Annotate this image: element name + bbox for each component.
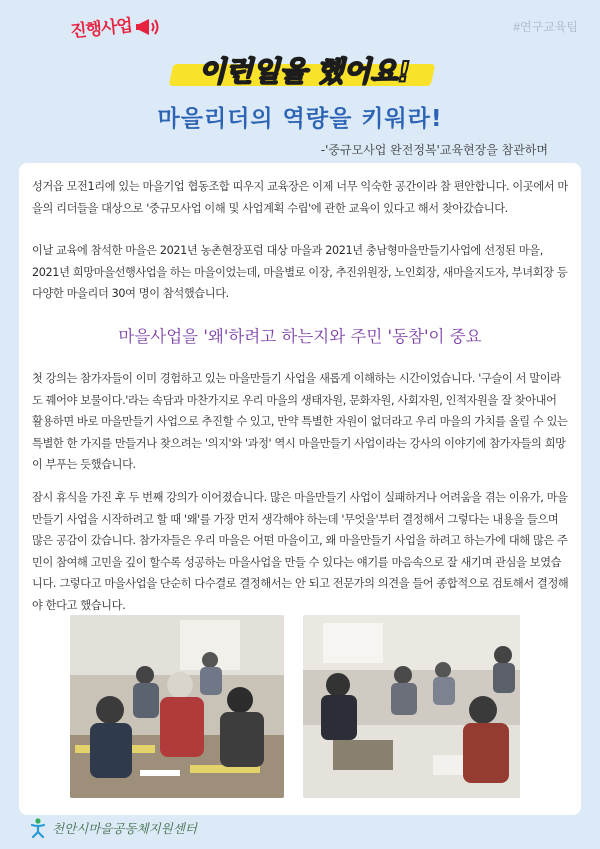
headline-banner xyxy=(163,50,446,96)
source-note: -'중규모사업 완전정복'교육현장을 참관하며 xyxy=(320,143,548,157)
org-logo xyxy=(30,818,197,838)
team-tag: #연구교육팀 xyxy=(513,20,578,34)
person-logo-icon xyxy=(30,818,46,838)
workshop-photo-1 xyxy=(70,615,284,798)
intro-paragraph-1: 성거읍 모전1리에 있는 마을기업 협동조합 띠우지 교육장은 이제 너무 익숙한 공간이라 참 편안합니다. 이곳에서 마을의 리더들을 대상으로 '중규모사업 이해 및 사업계획 수립'에 관한 교육이 있다고 해서 찾아갔습니다. xyxy=(32,180,568,215)
section-badge: 진행사업 xyxy=(69,15,133,43)
intro-paragraph-2: 이날 교육에 참석한 마을은 2021년 농촌현장포럼 대상 마을과 2021년 충남형마을만들기사업에 선정된 마을, 2021년 희망마을선행사업을 하는 마을이었는데, 마을별로 이장, 추진위원장, 노인회장, 새마을지도자, 부녀회장 등 다양한 마을리더 30여 명이 참석했습니다. xyxy=(32,244,568,300)
headline: 이런일을 했어요! xyxy=(198,55,411,88)
article-card xyxy=(19,163,581,815)
megaphone-icon xyxy=(135,14,161,40)
org-name: 천안시마을공동체지원센터 xyxy=(52,821,197,836)
section-title: 마을사업을 '왜'하려고 하는지와 주민 '동참'이 중요 xyxy=(118,327,482,346)
lecture-paragraph-2: 잠시 휴식을 가진 후 두 번째 강의가 이어졌습니다. 많은 마을만들기 사업이 실패하거나 어려움을 겪는 이유가, 마을만들기 사업을 시작하려고 할 때 '왜'를 가장 먼저 생각해야 하는데 '무엇을'부터 결정해서 그렇다는 내용을 들으며 많은 공감이 갔습니다. 참가자들은 우리 마을은 어떤 마을이고, 왜 마을만들기 사업을 하려고 하는가에 대해 많은 주민이 참여해 고민을 깊이 할수록 성공하는 마을사업을 만들 수 있다는 얘기를 마음속으로 잘 새기며 관심을 보였습니다. 그렇다고 마을사업을 단순히 다수결로 결정해서는 안 되고 전문가의 의견을 들어 종합적으로 검토해서 결정해야 한다고 했습니다. xyxy=(32,491,569,612)
lecture-paragraph-1: 첫 강의는 참가자들이 이미 경험하고 있는 마을만들기 사업을 새롭게 이해하는 시간이었습니다. '구슬이 서 말이라도 꿰어야 보물이다.'라는 속담과 마찬가지로 우리 마을의 생태자원, 문화자원, 사회자원, 인적자원을 잘 찾아내어 활용하면 바로 마을만들기 사업으로 추진할 수 있고, 만약 특별한 자원이 없더라고 우리 마을의 가치를 올릴 수 있는 특별한 한 가지를 만들거나 찾으려는 '의지'와 '과정' 역시 마을만들기 사업이라는 강사의 이야기에 참가자들의 희망이 부푸는 듯했습니다. xyxy=(32,372,568,471)
page-title: 마을리더의 역량을 키워라! xyxy=(157,106,443,132)
workshop-photo-2 xyxy=(303,615,520,798)
